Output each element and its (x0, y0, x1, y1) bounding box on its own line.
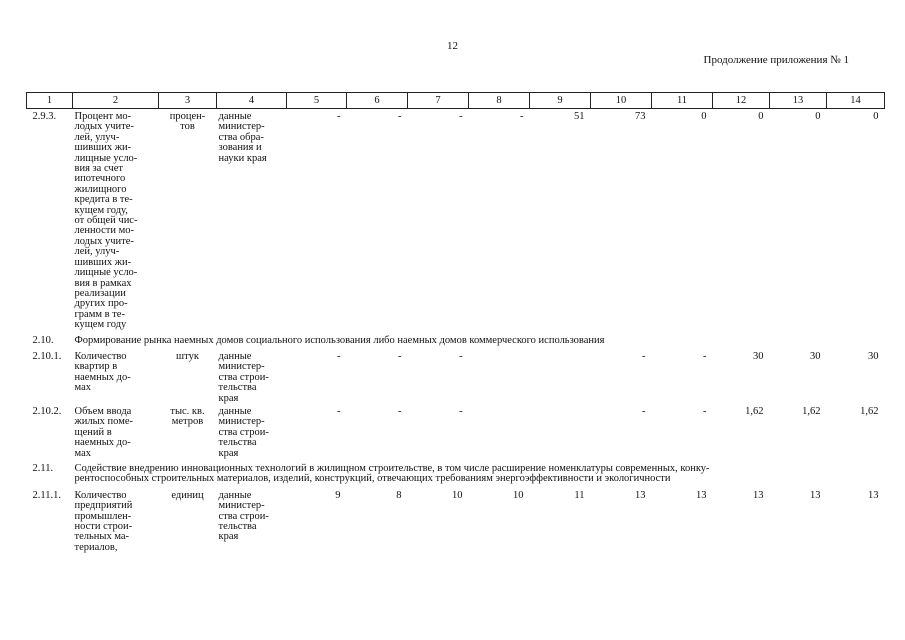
cell-line: квартир в (74, 361, 118, 373)
cell-line: метров (171, 416, 204, 428)
value-cell (530, 349, 591, 404)
column-header: 12 (713, 93, 770, 109)
value-cell (530, 404, 591, 459)
row-code: 2.10.2. (32, 405, 62, 417)
cell-line: лодых учите- (74, 121, 134, 133)
cell-line: тельства (218, 382, 257, 394)
value-cell (469, 404, 530, 459)
cell-line: кредита в те- (74, 194, 133, 206)
cell-line: науки края (218, 152, 267, 164)
value-cell: 13 (696, 489, 707, 501)
value-cell: 1,62 (802, 405, 821, 417)
cell-line: лей, улуч- (74, 246, 120, 258)
table-body (27, 109, 885, 554)
value-cell: - (642, 405, 646, 417)
cell-line: тов (180, 121, 195, 133)
indicator-name (73, 404, 159, 459)
cell-line: края (218, 447, 239, 459)
value-cell: 30 (810, 350, 821, 362)
cell-line: реализации (74, 287, 126, 299)
value-cell: 10 (513, 489, 524, 501)
column-header: 2 (73, 93, 159, 109)
cell-line: шивших жи- (74, 142, 132, 154)
value-cell: 13 (810, 489, 821, 501)
section-title-line: рентоспособных строительных материалов, изделий, конструкций, отвечающих требованиям энергоэффективности и экологичности (74, 473, 671, 485)
cell-line: вия за счет (74, 163, 123, 175)
value-cell: - (398, 111, 402, 122)
cell-line: других про- (74, 298, 128, 310)
column-header: 14 (827, 93, 885, 109)
cell-line: Объем ввода (74, 405, 132, 417)
value-cell: - (337, 405, 341, 417)
cell-line: мах (74, 447, 91, 459)
unit-cell (159, 488, 217, 553)
cell-line: Количество (74, 350, 127, 362)
value-cell: 13 (635, 489, 646, 501)
value-cell: - (459, 405, 463, 417)
row-code: 2.9.3. (32, 111, 57, 122)
row-code: 2.10.1. (32, 350, 62, 362)
row-code: 2.11.1. (32, 489, 61, 501)
cell-line: Процент мо- (74, 111, 132, 122)
value-cell: 0 (815, 111, 821, 122)
value-cell: 0 (873, 111, 879, 122)
cell-line: лей, улуч- (74, 131, 120, 143)
value-cell: 10 (452, 489, 463, 501)
indicator-name (73, 488, 159, 553)
cell-line: предприятий (74, 500, 133, 512)
cell-line: шивших жи- (74, 256, 132, 268)
column-header: 9 (530, 93, 591, 109)
cell-line: зования и (218, 142, 262, 154)
source-cell (217, 404, 287, 459)
section-code: 2.11. (32, 463, 54, 474)
column-header: 6 (347, 93, 408, 109)
header-row (27, 93, 885, 109)
cell-line: края (218, 531, 239, 543)
section-title (73, 331, 885, 349)
section-row (27, 459, 885, 488)
value-cell: 30 (868, 350, 879, 362)
cell-line: данные (218, 111, 252, 122)
table-row (27, 488, 885, 553)
value-cell: 0 (701, 111, 707, 122)
section-code: 2.10. (32, 334, 54, 346)
value-cell (469, 349, 530, 404)
indicators-table (26, 92, 885, 553)
cell-line: министер- (218, 416, 265, 428)
value-cell: - (459, 350, 463, 362)
value-cell: 1,62 (860, 405, 879, 417)
cell-line: лодых учите- (74, 235, 134, 247)
value-cell: 0 (758, 111, 764, 122)
indicator-name (73, 349, 159, 404)
cell-line: ипотечного (74, 173, 126, 185)
cell-line: тельства (218, 521, 257, 533)
cell-line: министер- (218, 500, 265, 512)
unit-cell (159, 349, 217, 404)
source-cell (217, 488, 287, 553)
value-cell: - (703, 350, 707, 362)
cell-line: наемных до- (74, 371, 131, 383)
value-cell: 13 (753, 489, 764, 501)
value-cell: 9 (335, 489, 341, 501)
cell-line: териалов, (74, 541, 118, 553)
value-cell: 11 (574, 489, 585, 501)
cell-line: промышлен- (74, 510, 132, 522)
value-cell: 30 (753, 350, 764, 362)
value-cell: - (642, 350, 646, 362)
column-header: 1 (27, 93, 73, 109)
column-header: 3 (159, 93, 217, 109)
value-cell: - (520, 111, 524, 122)
value-cell: 1,62 (745, 405, 764, 417)
column-header: 10 (591, 93, 652, 109)
cell-line: ленности мо- (74, 225, 135, 237)
cell-line: жилых поме- (74, 416, 134, 428)
cell-line: данные (218, 405, 252, 417)
cell-line: тельных ма- (74, 531, 130, 543)
table-row (27, 349, 885, 404)
cell-line: ства обра- (218, 131, 264, 143)
source-cell (217, 109, 287, 331)
cell-line: щений в (74, 426, 112, 438)
column-header: 7 (408, 93, 469, 109)
value-cell: - (703, 405, 707, 417)
cell-line: Количество (74, 489, 127, 501)
value-cell: 13 (868, 489, 879, 501)
value-cell: - (398, 350, 402, 362)
source-cell (217, 349, 287, 404)
cell-line: ности строи- (74, 521, 133, 533)
value-cell: 73 (635, 111, 646, 122)
cell-line: края (218, 392, 239, 404)
cell-line: тыс. кв. (170, 405, 205, 417)
cell-line: кущем году, (74, 204, 128, 216)
cell-line: данные (218, 350, 252, 362)
cell-line: ства строи- (218, 510, 269, 522)
cell-line: министер- (218, 361, 265, 373)
section-row (27, 331, 885, 349)
value-cell: 8 (396, 489, 402, 501)
continuation-label: Продолжение приложения № 1 (703, 54, 849, 66)
table-row (27, 404, 885, 459)
section-title-line: Содействие внедрению инновационных технологий в жилищном строительстве, в том числе расширение номенклатуры современных, конку- (74, 463, 710, 474)
cell-line: ства строи- (218, 371, 269, 383)
cell-line: данные (218, 489, 252, 501)
cell-line: кущем году (74, 319, 127, 331)
value-cell: 51 (574, 111, 585, 122)
unit-cell (159, 404, 217, 459)
cell-line: министер- (218, 121, 265, 133)
cell-line: тельства (218, 437, 257, 449)
cell-line: лищные усло- (74, 152, 138, 164)
cell-line: мах (74, 382, 91, 394)
value-cell: - (459, 111, 463, 122)
cell-line: ства строи- (218, 426, 269, 438)
unit-cell (159, 109, 217, 331)
cell-line: вия в рамках (74, 277, 132, 289)
cell-line: штук (176, 350, 199, 362)
cell-line: процен- (169, 111, 206, 122)
value-cell: - (398, 405, 402, 417)
cell-line: жилищного (74, 183, 127, 195)
cell-line: наемных до- (74, 437, 131, 449)
indicator-name (73, 109, 159, 331)
column-header: 5 (287, 93, 347, 109)
cell-line: единиц (171, 489, 204, 501)
value-cell: - (337, 111, 341, 122)
section-title (73, 459, 885, 488)
section-title-line: Формирование рынка наемных домов социального использования либо наемных домов коммерческого использования (74, 334, 605, 346)
column-header: 4 (217, 93, 287, 109)
column-header: 11 (652, 93, 713, 109)
cell-line: грамм в те- (74, 308, 125, 320)
page-number: 12 (447, 40, 458, 52)
table-row (27, 109, 885, 331)
column-header: 8 (469, 93, 530, 109)
cell-line: от общей чис- (74, 215, 138, 227)
value-cell: - (337, 350, 341, 362)
cell-line: лищные усло- (74, 267, 138, 279)
column-header: 13 (770, 93, 827, 109)
